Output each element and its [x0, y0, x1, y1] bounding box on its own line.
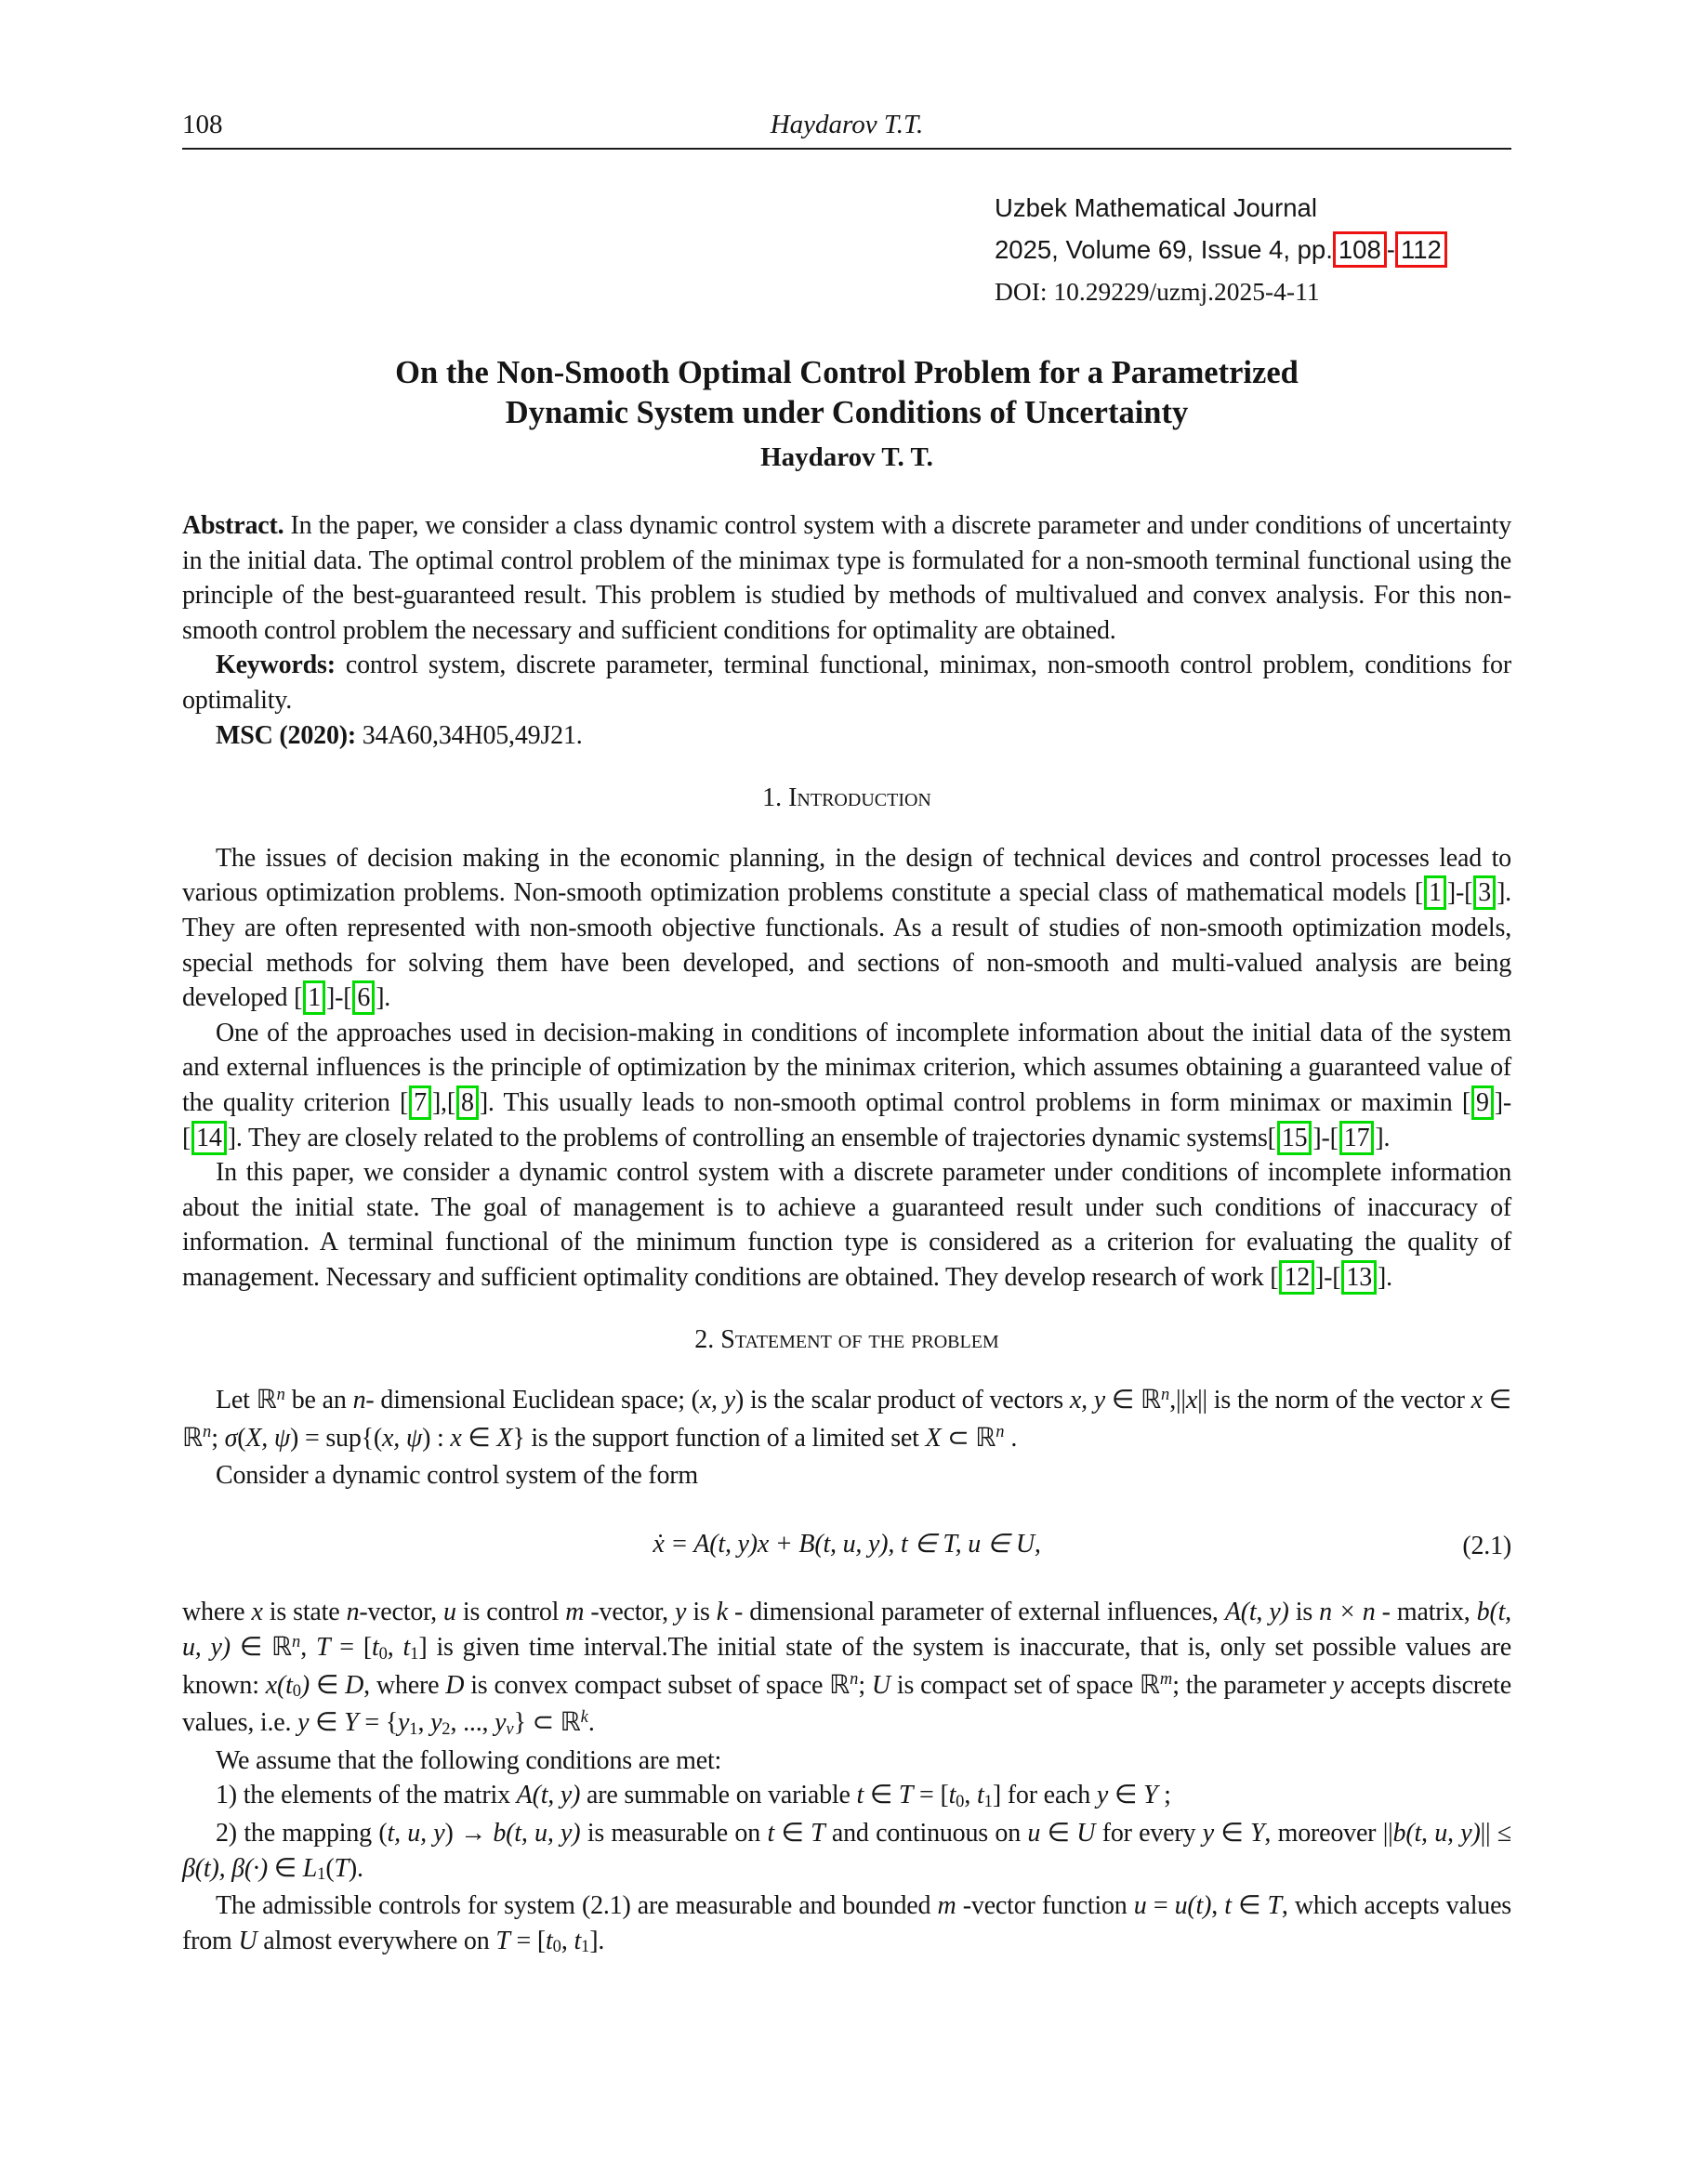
text-run: , which accepts values from [182, 1891, 1511, 1955]
page-range-link[interactable]: 112 [1395, 231, 1447, 268]
text-run: ∈ [774, 1819, 811, 1848]
text-run: In the paper, we consider a class dynamic control system with a discrete parameter and under conditions of uncertainty in the initial data. The optimal control problem of the minimax type is formulated for a non-smooth terminal functional using the principle of the best-guaranteed result. This problem is studied by methods of multivalued and convex analysis. For this non-smooth control problem the necessary and sufficient conditions for optimality are obtained. [182, 511, 1511, 645]
citation-link[interactable]: 15 [1277, 1121, 1312, 1155]
text-run: x, ψ [382, 1423, 423, 1453]
text-run: 1 [983, 1792, 993, 1811]
text-run: Abstract. [182, 511, 284, 540]
citation-link[interactable]: 13 [1341, 1260, 1377, 1295]
text-run: n [346, 1598, 360, 1627]
text-run: ]-[ [326, 983, 352, 1013]
text-run: t [767, 1819, 775, 1848]
text-run: ∈ [310, 1670, 346, 1700]
text-run: u [1133, 1891, 1147, 1921]
text-run: ]. [1378, 1262, 1392, 1292]
text-run: b(t, u, y) [493, 1819, 581, 1848]
text-run: , moreover || [1264, 1819, 1393, 1848]
text-run: t [371, 1633, 379, 1663]
text-run: . [587, 1708, 595, 1738]
text-run: T [495, 1926, 510, 1955]
text-run: ) = sup{( [290, 1423, 383, 1453]
text-run: k [580, 1706, 588, 1726]
statement-condition-2 [182, 1816, 1511, 1888]
text-run: n [352, 1386, 366, 1415]
text-run: = [ [509, 1926, 547, 1955]
text-run: ). [348, 1853, 363, 1883]
text-run: T [315, 1633, 331, 1663]
text-run: - matrix, [1375, 1598, 1477, 1627]
paper-title [182, 353, 1511, 433]
text-run: One of the approaches used in decision-making in conditions of incomplete information about the initial data of the system and external influences is the principle of optimization by the minimax criterion, which assumes obtaining a guaranteed value of the quality criterion [ [182, 1018, 1511, 1117]
text-run: t [402, 1633, 411, 1663]
text-run: k [716, 1598, 728, 1627]
text-run: y [430, 1708, 442, 1738]
text-run: ∈ [267, 1853, 303, 1883]
text-run: , [417, 1708, 431, 1738]
text-run: 2025, Volume 69, Issue 4, pp. [995, 235, 1333, 264]
text-run: x [1185, 1386, 1198, 1415]
intro-paragraph-3 [182, 1155, 1511, 1295]
text-run: = [ [330, 1633, 372, 1663]
text-run: ( [237, 1423, 246, 1453]
text-run: n × n [1319, 1598, 1376, 1627]
text-run: X [925, 1423, 942, 1453]
text-run: Let ℝ [216, 1386, 277, 1415]
text-run: -vector function [956, 1891, 1134, 1921]
text-run: ; the parameter [1172, 1670, 1333, 1700]
text-run: , [1211, 1891, 1225, 1921]
text-run: x, y [699, 1386, 735, 1415]
text-run: accepts discrete values, i.e. [182, 1670, 1511, 1738]
text-run: is compact set of space ℝ [890, 1670, 1160, 1700]
text-run: -vector, [359, 1598, 444, 1627]
text-run: x [251, 1598, 263, 1627]
text-run: is convex compact subset of space ℝ [464, 1670, 851, 1700]
equation-body [653, 1530, 1040, 1559]
text-run: x [1470, 1386, 1483, 1415]
text-run: b(t, u, y) [1392, 1819, 1481, 1848]
text-run: } is the support function of a limited set [512, 1423, 926, 1453]
text-run: ]-[ [182, 1087, 1512, 1152]
text-run: 2. [694, 1325, 721, 1355]
text-run: 1) the elements of the matrix [216, 1781, 517, 1810]
text-run: 34A60,34H05,49J21. [356, 720, 583, 750]
text-run: ] for each [992, 1781, 1097, 1810]
text-run: ∈ [1040, 1819, 1077, 1848]
journal-name: Uzbek Mathematical Journal [995, 193, 1317, 222]
text-run: is state [262, 1598, 347, 1627]
text-run: where [182, 1598, 252, 1627]
journal-info-block [995, 187, 1511, 312]
text-run: A(t, y) [516, 1781, 581, 1810]
text-run: ∈ [864, 1781, 899, 1810]
text-run: t [574, 1926, 582, 1955]
citation-link[interactable]: 7 [409, 1085, 431, 1120]
text-run: ]-[ [1446, 878, 1473, 908]
text-run: T [334, 1853, 349, 1883]
body-text [182, 508, 1511, 1961]
text-run: ∈ ℝ [182, 1386, 1511, 1453]
text-run: , [964, 1781, 978, 1810]
text-run: . [1004, 1423, 1018, 1453]
text-run: x [450, 1423, 462, 1453]
text-run: t, u, y [387, 1819, 445, 1848]
text-run: Keywords: [216, 651, 336, 680]
text-run: is [686, 1598, 717, 1627]
text-run: 1 [409, 1718, 418, 1738]
running-head-author: Haydarov T.T. [770, 110, 924, 139]
keywords-paragraph [182, 648, 1511, 717]
text-run: 1 [410, 1643, 419, 1663]
text-run: u [1027, 1819, 1041, 1848]
text-run: ] is given time interval.The initial state of the system is inaccurate, that is, only set possible values are known: [182, 1633, 1511, 1700]
text-run: Y [344, 1708, 359, 1738]
citation-link[interactable]: 12 [1279, 1260, 1314, 1295]
text-run: ∈ ℝ [230, 1633, 292, 1663]
text-run: ; [1157, 1781, 1171, 1810]
text-run: is measurable on [580, 1819, 768, 1848]
text-run: U [871, 1670, 890, 1700]
text-run: - dimensional parameter of external influences, [727, 1598, 1225, 1627]
text-run: The admissible controls for system (2.1) are measurable and bounded [216, 1891, 938, 1921]
text-run: - dimensional Euclidean space; ( [365, 1386, 700, 1415]
text-run: t [1224, 1891, 1232, 1921]
text-run: n [276, 1384, 285, 1403]
text-run: x(t [265, 1670, 293, 1700]
text-run: ) : [422, 1423, 451, 1453]
text-run: almost everywhere on [257, 1926, 496, 1955]
text-run: D [445, 1670, 465, 1700]
text-run: ( [325, 1853, 335, 1883]
citation-link[interactable]: 17 [1339, 1121, 1375, 1155]
text-run: y [1332, 1670, 1344, 1700]
text-run: ]-[ [1315, 1262, 1341, 1292]
text-run: ]. They are closely related to the problems of controlling an ensemble of trajectories dynamic systems[ [227, 1123, 1276, 1152]
text-run: m [1159, 1669, 1173, 1689]
text-run: ; [211, 1423, 225, 1453]
text-run: , [300, 1633, 316, 1663]
msc-paragraph [182, 718, 1511, 754]
text-run: ) [300, 1670, 310, 1700]
text-run: = [ [913, 1781, 949, 1810]
text-run: 0 [552, 1937, 561, 1956]
text-run: ],[ [431, 1087, 455, 1117]
statement-paragraph-1 [182, 1383, 1511, 1458]
text-run: ]-[ [1312, 1123, 1339, 1152]
text-run: is [1288, 1598, 1320, 1627]
journal-issue-line [995, 229, 1511, 270]
text-run: u [443, 1598, 456, 1627]
citation-link[interactable]: 6 [352, 980, 375, 1015]
text-run: ]. This usually leads to non-smooth optimal control problems in form minimax or maximin [ [479, 1087, 1470, 1117]
text-run: m [937, 1891, 956, 1921]
citation-link[interactable]: 9 [1471, 1085, 1494, 1120]
text-run: = { [358, 1708, 398, 1738]
text-run: m [565, 1598, 585, 1627]
text-run: ]. [376, 983, 391, 1013]
text-run: ∈ ℝ [1105, 1386, 1161, 1415]
text-run: 0 [956, 1792, 965, 1811]
citation-link[interactable]: 8 [456, 1085, 479, 1120]
text-run: 2) the mapping ( [216, 1819, 388, 1848]
text-run: T [898, 1781, 914, 1810]
text-run: 1 [317, 1864, 326, 1884]
text-run: || ≤ [1480, 1819, 1512, 1848]
text-run: y [495, 1708, 507, 1738]
page-number: 108 [182, 110, 223, 139]
text-run: Introduction [788, 783, 931, 813]
text-run: ∈ [1231, 1891, 1268, 1921]
text-run: ∈ [1214, 1819, 1251, 1848]
text-run: ∈ [1108, 1781, 1143, 1810]
text-run: u(t) [1174, 1891, 1212, 1921]
text-run: ∈ [309, 1708, 345, 1738]
text-run: for every [1095, 1819, 1203, 1848]
text-run: n [291, 1631, 301, 1651]
text-run: n [202, 1422, 212, 1441]
text-run: -vector, [584, 1598, 676, 1627]
journal-doi: DOI: 10.29229/uzmj.2025-4-11 [995, 277, 1320, 306]
text-run: n [996, 1422, 1005, 1441]
citation-link[interactable]: 1 [1424, 875, 1446, 910]
intro-paragraph-1 [182, 841, 1511, 1016]
text-run: v [506, 1718, 514, 1738]
equation-number: (2.1) [1462, 1531, 1511, 1560]
text-run: X, ψ [245, 1423, 291, 1453]
text-run: b(t, u, y) [182, 1598, 1511, 1663]
text-run: L [302, 1853, 318, 1883]
paper-title-line-1: On the Non-Smooth Optimal Control Problem for a Parametrized [395, 355, 1299, 390]
page-content [182, 0, 1511, 1961]
text-run: X [496, 1423, 513, 1453]
text-run: t [977, 1781, 984, 1810]
text-run: Statement of the problem [720, 1325, 999, 1355]
text-run: are summable on variable [580, 1781, 857, 1810]
statement-paragraph-3 [182, 1595, 1511, 1743]
text-run: } ⊂ ℝ [513, 1708, 581, 1738]
text-run: ,|| [1169, 1386, 1186, 1415]
text-run: In this paper, we consider a dynamic control system with a discrete parameter under conditions of incomplete information about the initial state. The goal of management is to achieve a guaranteed result under such conditions of inaccuracy of information. A terminal functional of the minimum function type is considered as a criterion for evaluating the quality of management. Necessary and sufficient optimality conditions are obtained. They develop research of work [ [182, 1158, 1511, 1292]
text-run: be an [284, 1386, 353, 1415]
text-run: y [397, 1708, 410, 1738]
text-run: y [1096, 1781, 1109, 1810]
text-run: y [675, 1598, 687, 1627]
text-run: , ..., [450, 1708, 495, 1738]
text-run: ; [858, 1670, 872, 1700]
text-run: control system, discrete parameter, terminal functional, minimax, non-smooth control problem, conditions for optimality. [182, 651, 1511, 715]
text-run: Consider a dynamic control system of the form [216, 1461, 698, 1491]
citation-link[interactable]: 14 [191, 1121, 227, 1155]
text-run: Y [1250, 1819, 1265, 1848]
text-run: || is the norm of the vector [1197, 1386, 1471, 1415]
text-run: 0 [378, 1643, 388, 1663]
citation-link[interactable]: 3 [1473, 875, 1496, 910]
text-run: ) is the scalar product of vectors [734, 1386, 1070, 1415]
text-run: ∈ [461, 1423, 497, 1453]
section-heading-introduction [182, 781, 1511, 816]
text-run: n [1160, 1384, 1170, 1403]
text-run: t [546, 1926, 553, 1955]
text-run: U [238, 1926, 257, 1955]
text-run: - [1386, 235, 1395, 264]
text-run: and continuous on [824, 1819, 1028, 1848]
text-run: ẋ = A(t, y)x + B(t, u, y), t ∈ T, u ∈ U, [653, 1529, 1041, 1559]
page-range-link[interactable]: 108 [1333, 231, 1387, 268]
text-run: 2 [442, 1718, 451, 1738]
text-run: 1 [581, 1937, 590, 1956]
text-run: = [1146, 1891, 1175, 1921]
text-run: x, y [1069, 1386, 1106, 1415]
paper-title-line-2: Dynamic System under Conditions of Uncertainty [505, 395, 1189, 430]
text-run: , where [363, 1670, 446, 1700]
running-head [182, 110, 1511, 150]
text-run: β(t), β(·) [182, 1853, 268, 1883]
text-run: ]. [589, 1926, 605, 1955]
text-run: U [1076, 1819, 1096, 1848]
text-run: The issues of decision making in the economic planning, in the design of technical devices and control processes lead to various optimization problems. Non-smooth optimization problems constitute a special class of mathematical models [ [182, 843, 1511, 908]
text-run: is control [455, 1598, 566, 1627]
text-run: y [297, 1708, 310, 1738]
text-run: t [948, 1781, 956, 1810]
statement-paragraph-2 [182, 1458, 1511, 1493]
abstract-paragraph [182, 508, 1511, 648]
section-heading-statement [182, 1322, 1511, 1358]
statement-condition-1 [182, 1778, 1511, 1816]
text-run: 1. [762, 783, 789, 813]
text-run: ⊂ ℝ [941, 1423, 996, 1453]
text-run: A(t, y) [1224, 1598, 1289, 1627]
equation-2-1 [182, 1527, 1511, 1562]
citation-link[interactable]: 1 [303, 980, 325, 1015]
intro-paragraph-2 [182, 1016, 1511, 1155]
text-run: We assume that the following conditions are met: [216, 1745, 722, 1775]
text-run: D [345, 1670, 364, 1700]
text-run: ) → [444, 1819, 494, 1848]
text-run: 0 [292, 1681, 301, 1701]
text-run: MSC (2020): [216, 720, 356, 750]
text-run: T [1267, 1891, 1282, 1921]
text-run: n [850, 1669, 859, 1689]
text-run: σ [224, 1423, 238, 1453]
text-run: , [560, 1926, 574, 1955]
text-run: Y [1142, 1781, 1158, 1810]
statement-paragraph-5 [182, 1888, 1511, 1961]
text-run: ]. They are often represented with non-smooth objective functionals. As a result of studies of non-smooth optimization models, special methods for solving them have been developed, and sections of non-smooth and multi-valued analysis are being developed [ [182, 878, 1511, 1013]
text-run: y [1202, 1819, 1214, 1848]
paper-author: Haydarov T. T. [760, 442, 933, 472]
text-run: ]. [1375, 1123, 1391, 1152]
text-run: t [856, 1781, 864, 1810]
text-run: , [387, 1633, 403, 1663]
statement-paragraph-4 [182, 1743, 1511, 1779]
text-run: T [811, 1819, 825, 1848]
